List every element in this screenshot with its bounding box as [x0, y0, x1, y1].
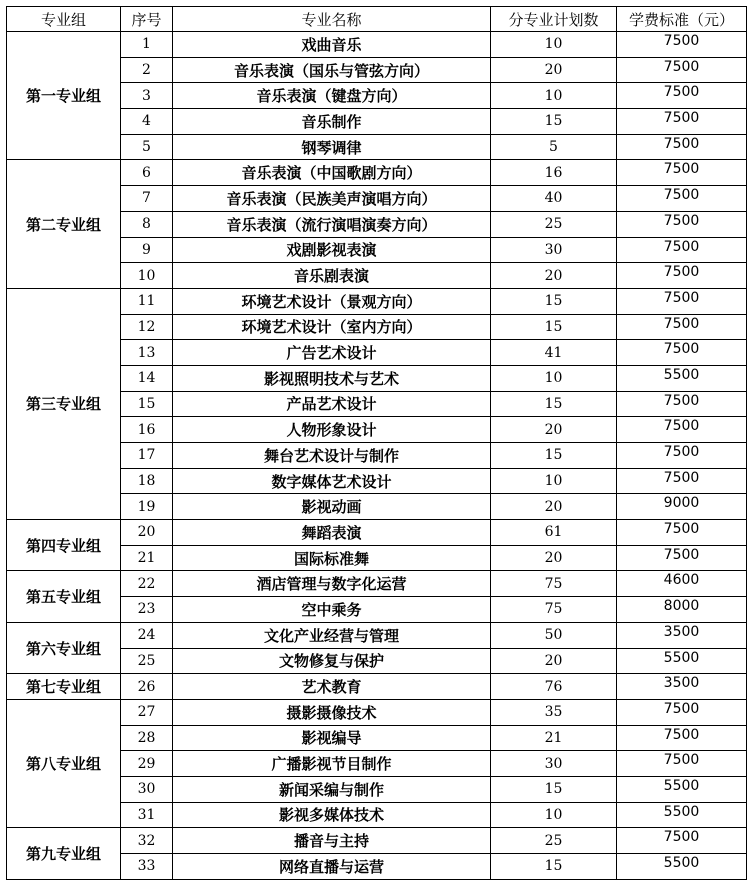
- plan-count: 41: [491, 340, 617, 366]
- major-name: 舞蹈表演: [173, 520, 491, 546]
- row-number: 18: [121, 468, 173, 494]
- tuition-fee: 7500: [617, 699, 747, 725]
- plan-count: 20: [491, 57, 617, 83]
- table-row: [7, 699, 747, 725]
- plan-count: 15: [491, 288, 617, 314]
- major-name: 空中乘务: [173, 597, 491, 623]
- plan-count: 15: [491, 391, 617, 417]
- table-header: [7, 7, 747, 32]
- row-number: 22: [121, 571, 173, 597]
- tuition-fee: 4600: [617, 571, 747, 597]
- plan-count: 16: [491, 160, 617, 186]
- plan-count: 30: [491, 751, 617, 777]
- row-number: 10: [121, 263, 173, 289]
- row-number: 1: [121, 32, 173, 58]
- header-fee: 学费标准（元）: [617, 7, 747, 32]
- major-name: 舞台艺术设计与制作: [173, 443, 491, 469]
- row-number: 21: [121, 545, 173, 571]
- plan-count: 40: [491, 186, 617, 212]
- plan-count: 76: [491, 674, 617, 700]
- tuition-fee: 3500: [617, 622, 747, 648]
- header-group: 专业组: [7, 7, 121, 32]
- major-name: 音乐表演（国乐与管弦方向）: [173, 57, 491, 83]
- row-number: 2: [121, 57, 173, 83]
- plan-count: 25: [491, 211, 617, 237]
- major-name: 网络直播与运营: [173, 854, 491, 880]
- table-row: [7, 520, 747, 546]
- tuition-fee: 7500: [617, 237, 747, 263]
- row-number: 25: [121, 648, 173, 674]
- row-number: 31: [121, 802, 173, 828]
- row-number: 19: [121, 494, 173, 520]
- major-name: 音乐表演（民族美声演唱方向）: [173, 186, 491, 212]
- group-label: 第四专业组: [7, 520, 121, 571]
- header-name: 专业名称: [173, 7, 491, 32]
- major-name: 国际标准舞: [173, 545, 491, 571]
- tuition-fee: 5500: [617, 365, 747, 391]
- tuition-fee: 5500: [617, 854, 747, 880]
- tuition-fee: 7500: [617, 263, 747, 289]
- tuition-fee: 7500: [617, 468, 747, 494]
- plan-count: 75: [491, 597, 617, 623]
- row-number: 27: [121, 699, 173, 725]
- row-number: 8: [121, 211, 173, 237]
- table-row: [7, 160, 747, 186]
- table-row: [7, 32, 747, 58]
- plan-count: 10: [491, 83, 617, 109]
- tuition-fee: 7500: [617, 340, 747, 366]
- plan-count: 75: [491, 571, 617, 597]
- plan-count: 10: [491, 802, 617, 828]
- tuition-fee: 9000: [617, 494, 747, 520]
- tuition-fee: 7500: [617, 828, 747, 854]
- tuition-fee: 7500: [617, 186, 747, 212]
- group-label: 第八专业组: [7, 699, 121, 827]
- row-number: 33: [121, 854, 173, 880]
- table-body: [7, 32, 747, 880]
- plan-count: 20: [491, 494, 617, 520]
- major-name: 环境艺术设计（景观方向）: [173, 288, 491, 314]
- row-number: 11: [121, 288, 173, 314]
- plan-count: 5: [491, 134, 617, 160]
- tuition-fee: 7500: [617, 32, 747, 58]
- tuition-fee: 7500: [617, 417, 747, 443]
- row-number: 17: [121, 443, 173, 469]
- row-number: 15: [121, 391, 173, 417]
- major-name: 戏剧影视表演: [173, 237, 491, 263]
- row-number: 14: [121, 365, 173, 391]
- group-label: 第七专业组: [7, 674, 121, 700]
- major-name: 音乐剧表演: [173, 263, 491, 289]
- major-name: 新闻采编与制作: [173, 776, 491, 802]
- major-name: 产品艺术设计: [173, 391, 491, 417]
- major-name: 影视动画: [173, 494, 491, 520]
- tuition-fee: 5500: [617, 648, 747, 674]
- major-name: 音乐表演（流行演唱演奏方向）: [173, 211, 491, 237]
- tuition-fee: 3500: [617, 674, 747, 700]
- plan-count: 20: [491, 648, 617, 674]
- major-name: 广播影视节目制作: [173, 751, 491, 777]
- major-name: 艺术教育: [173, 674, 491, 700]
- row-number: 3: [121, 83, 173, 109]
- tuition-fee: 7500: [617, 211, 747, 237]
- header-row: [7, 7, 747, 32]
- plan-count: 15: [491, 443, 617, 469]
- table-row: [7, 288, 747, 314]
- tuition-fee: 7500: [617, 109, 747, 135]
- row-number: 29: [121, 751, 173, 777]
- tuition-fee: 5500: [617, 776, 747, 802]
- major-name: 影视多媒体技术: [173, 802, 491, 828]
- plan-count: 25: [491, 828, 617, 854]
- plan-count: 10: [491, 468, 617, 494]
- tuition-fee: 7500: [617, 134, 747, 160]
- row-number: 9: [121, 237, 173, 263]
- plan-count: 15: [491, 109, 617, 135]
- table-row: [7, 674, 747, 700]
- row-number: 24: [121, 622, 173, 648]
- tuition-fee: 8000: [617, 597, 747, 623]
- header-plan: 分专业计划数: [491, 7, 617, 32]
- plan-count: 50: [491, 622, 617, 648]
- plan-count: 15: [491, 776, 617, 802]
- tuition-fee: 7500: [617, 314, 747, 340]
- major-name: 钢琴调律: [173, 134, 491, 160]
- major-name: 播音与主持: [173, 828, 491, 854]
- group-label: 第二专业组: [7, 160, 121, 288]
- major-name: 影视照明技术与艺术: [173, 365, 491, 391]
- major-name: 人物形象设计: [173, 417, 491, 443]
- tuition-fee: 7500: [617, 545, 747, 571]
- major-name: 戏曲音乐: [173, 32, 491, 58]
- plan-count: 20: [491, 263, 617, 289]
- table-row: [7, 571, 747, 597]
- row-number: 28: [121, 725, 173, 751]
- plan-count: 15: [491, 314, 617, 340]
- row-number: 32: [121, 828, 173, 854]
- group-label: 第六专业组: [7, 622, 121, 673]
- major-name: 文物修复与保护: [173, 648, 491, 674]
- plan-count: 30: [491, 237, 617, 263]
- group-label: 第九专业组: [7, 828, 121, 879]
- major-name: 文化产业经营与管理: [173, 622, 491, 648]
- plan-count: 10: [491, 365, 617, 391]
- group-label: 第五专业组: [7, 571, 121, 622]
- major-name: 广告艺术设计: [173, 340, 491, 366]
- header-no: 序号: [121, 7, 173, 32]
- plan-count: 21: [491, 725, 617, 751]
- tuition-fee: 7500: [617, 520, 747, 546]
- row-number: 13: [121, 340, 173, 366]
- plan-count: 20: [491, 417, 617, 443]
- row-number: 6: [121, 160, 173, 186]
- plan-count: 15: [491, 854, 617, 880]
- table-row: [7, 828, 747, 854]
- plan-count: 61: [491, 520, 617, 546]
- tuition-fee: 7500: [617, 751, 747, 777]
- major-name: 环境艺术设计（室内方向）: [173, 314, 491, 340]
- tuition-fee: 7500: [617, 391, 747, 417]
- row-number: 20: [121, 520, 173, 546]
- tuition-fee: 7500: [617, 725, 747, 751]
- major-name: 音乐制作: [173, 109, 491, 135]
- row-number: 12: [121, 314, 173, 340]
- plan-count: 20: [491, 545, 617, 571]
- major-name: 摄影摄像技术: [173, 699, 491, 725]
- row-number: 4: [121, 109, 173, 135]
- tuition-fee: 7500: [617, 443, 747, 469]
- row-number: 16: [121, 417, 173, 443]
- row-number: 7: [121, 186, 173, 212]
- enrollment-plan-table: [6, 6, 747, 880]
- row-number: 5: [121, 134, 173, 160]
- tuition-fee: 5500: [617, 802, 747, 828]
- plan-count: 35: [491, 699, 617, 725]
- major-name: 酒店管理与数字化运营: [173, 571, 491, 597]
- tuition-fee: 7500: [617, 57, 747, 83]
- tuition-fee: 7500: [617, 288, 747, 314]
- group-label: 第三专业组: [7, 288, 121, 519]
- major-name: 影视编导: [173, 725, 491, 751]
- major-name: 数字媒体艺术设计: [173, 468, 491, 494]
- major-name: 音乐表演（键盘方向）: [173, 83, 491, 109]
- row-number: 23: [121, 597, 173, 623]
- tuition-fee: 7500: [617, 83, 747, 109]
- row-number: 26: [121, 674, 173, 700]
- tuition-fee: 7500: [617, 160, 747, 186]
- group-label: 第一专业组: [7, 32, 121, 160]
- major-name: 音乐表演（中国歌剧方向）: [173, 160, 491, 186]
- row-number: 30: [121, 776, 173, 802]
- table-row: [7, 622, 747, 648]
- plan-count: 10: [491, 32, 617, 58]
